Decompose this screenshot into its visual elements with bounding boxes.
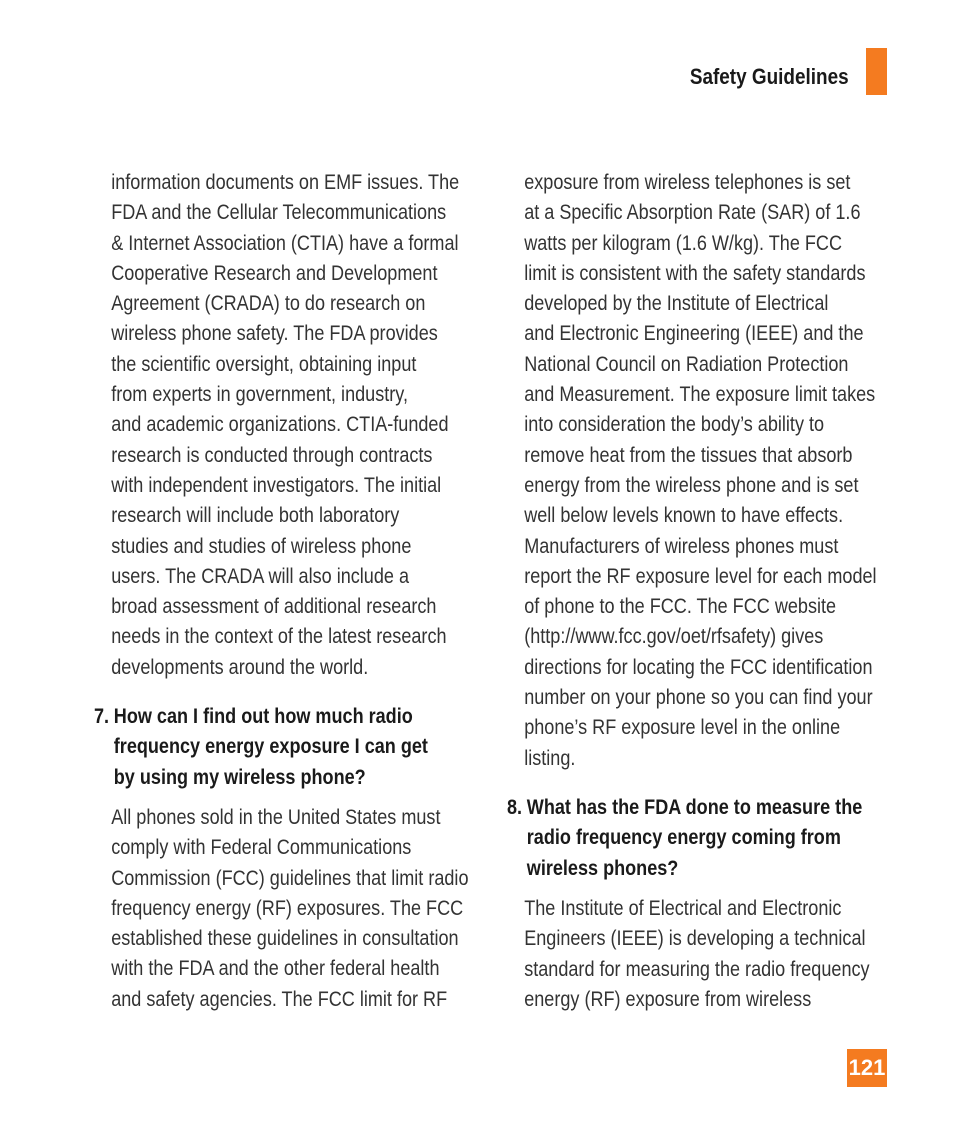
text-line: wireless phone safety. The FDA provides	[111, 322, 438, 346]
section-tab-marker	[866, 48, 887, 95]
text-line: The Institute of Electrical and Electronic	[524, 897, 842, 920]
text-line: phone’s RF exposure level in the online	[524, 716, 841, 740]
answer-8-paragraph	[507, 894, 903, 1015]
text-line: from experts in government, industry,	[111, 383, 408, 407]
page-number-badge: 121	[847, 1049, 887, 1087]
answer-7	[94, 803, 554, 1015]
question-number: 7.	[94, 705, 110, 728]
text-line: comply with Federal Communications	[111, 836, 412, 860]
text-line: watts per kilogram (1.6 W/kg). The FCC	[524, 231, 843, 255]
text-line: with the FDA and the other federal health	[111, 957, 440, 981]
text-line: directions for locating the FCC identification	[524, 655, 873, 679]
text-line: report the RF exposure level for each model	[524, 564, 877, 588]
text-line: wireless phones?	[526, 856, 679, 880]
text-line: into consideration the body’s ability to	[524, 413, 825, 437]
section-title: Safety Guidelines	[690, 64, 849, 89]
text-line: remove heat from the tissues that absorb	[524, 443, 853, 467]
text-line: of phone to the FCC. The FCC website	[524, 595, 837, 619]
text-line: users. The CRADA will also include a	[111, 564, 409, 588]
text-line: developments around the world.	[111, 655, 369, 679]
paragraph-continued-left	[94, 168, 490, 683]
text-line: FDA and the Cellular Telecommunications	[111, 201, 447, 225]
text-line: well below levels known to have effects.	[524, 504, 844, 528]
text-line: (http://www.fcc.gov/oet/rfsafety) gives	[524, 625, 824, 649]
text-line: information documents on EMF issues. The	[111, 171, 460, 194]
question-text	[114, 702, 428, 793]
text-line: research will include both laboratory	[111, 504, 400, 528]
text-line: radio frequency energy coming from	[526, 826, 841, 850]
text-line: and safety agencies. The FCC limit for RF	[111, 987, 448, 1011]
text-line: listing.	[524, 746, 576, 770]
text-line: standard for measuring the radio frequency	[524, 957, 870, 981]
answer-7-paragraph	[94, 803, 490, 1015]
text-line: All phones sold in the United States must	[111, 806, 441, 829]
text-line: How can I find out how much radio	[113, 705, 413, 728]
text-line: Agreement (CRADA) to do research on	[111, 292, 426, 316]
text-line: the scientific oversight, obtaining input	[111, 352, 417, 376]
text-line: needs in the context of the latest research	[111, 625, 447, 649]
text-line: frequency energy (RF) exposures. The FCC	[111, 896, 464, 920]
paragraph-continued-right	[507, 168, 903, 774]
text-line: Manufacturers of wireless phones must	[524, 534, 839, 558]
text-line: What has the FDA done to measure the	[526, 796, 863, 819]
text-line: Cooperative Research and Development	[111, 261, 438, 285]
text-line: and Measurement. The exposure limit takes	[524, 383, 876, 407]
text-line: by using my wireless phone?	[113, 765, 366, 789]
text-line: number on your phone so you can find your	[524, 686, 873, 710]
text-line: energy from the wireless phone and is set	[524, 473, 859, 497]
text-line: exposure from wireless telephones is set	[524, 171, 851, 194]
text-line: Engineers (IEEE) is developing a technical	[524, 927, 866, 951]
question-text	[527, 793, 862, 884]
right-column	[507, 168, 907, 774]
text-line: National Council on Radiation Protection	[524, 352, 849, 376]
text-line: with independent investigators. The initial	[111, 473, 442, 497]
question-number: 8.	[507, 796, 523, 819]
text-line: established these guidelines in consultation	[111, 927, 459, 951]
text-line: energy (RF) exposure from wireless	[524, 987, 812, 1011]
answer-8	[507, 894, 954, 1015]
text-line: at a Specific Absorption Rate (SAR) of 1.6	[524, 201, 861, 225]
text-line: developed by the Institute of Electrical	[524, 292, 829, 316]
text-line: & Internet Association (CTIA) have a formal	[111, 231, 459, 255]
text-line: broad assessment of additional research	[111, 595, 437, 619]
text-line: Commission (FCC) guidelines that limit radio	[111, 866, 469, 890]
left-column	[94, 168, 494, 683]
text-line: and academic organizations. CTIA-funded	[111, 413, 449, 437]
text-line: research is conducted through contracts	[111, 443, 433, 467]
text-line: limit is consistent with the safety standards	[524, 261, 866, 285]
text-line: and Electronic Engineering (IEEE) and the	[524, 322, 864, 346]
question-7-heading	[94, 702, 490, 793]
question-8-heading	[507, 793, 903, 884]
text-line: frequency energy exposure I can get	[113, 735, 428, 759]
text-line: studies and studies of wireless phone	[111, 534, 412, 558]
